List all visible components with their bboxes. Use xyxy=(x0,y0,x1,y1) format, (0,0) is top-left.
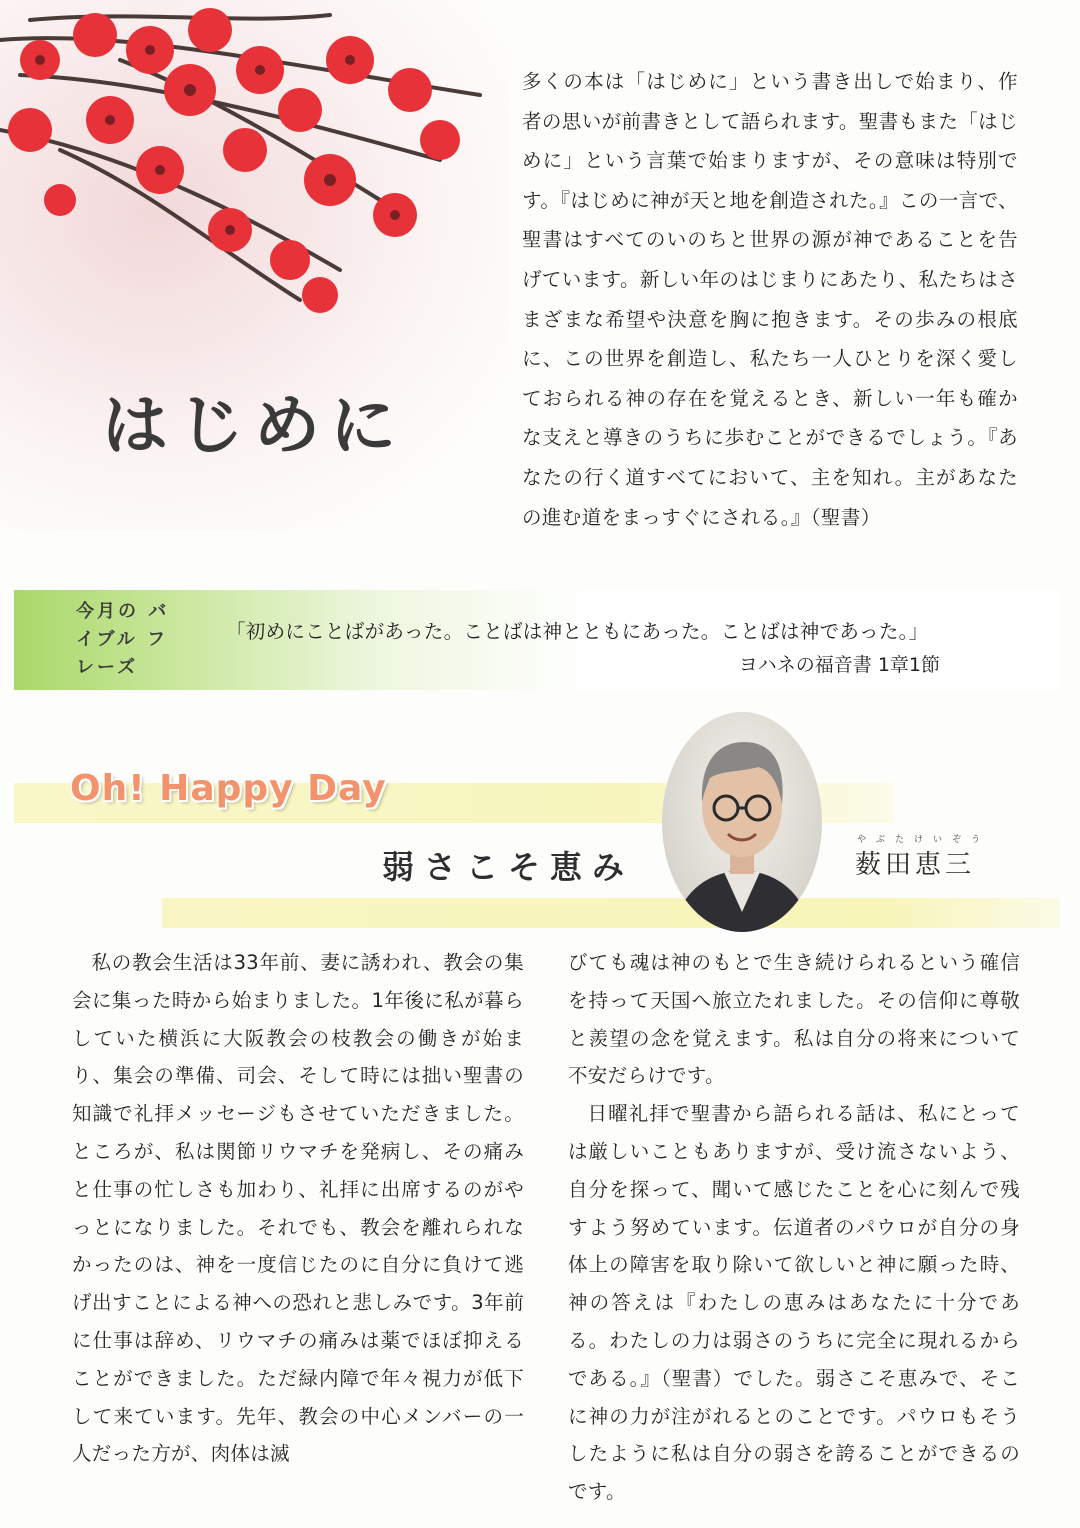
person-icon xyxy=(662,712,822,932)
bible-phrase-bar xyxy=(14,590,1060,690)
essay-column-right xyxy=(568,944,1020,1511)
bible-phrase-badge: 今月の バイブル フレーズ xyxy=(76,601,170,678)
plum-blossom-illustration xyxy=(0,0,510,530)
bible-phrase-source: ヨハネの福音書 1章1節 xyxy=(738,654,940,676)
highlight-stripe-bottom xyxy=(162,898,1060,928)
intro-title: はじめに xyxy=(102,387,406,464)
bible-phrase-text: 「初めにことばがあった。ことばは神とともにあった。ことばは神であった。」 xyxy=(226,620,929,643)
author-ruby: やぶたけいぞう xyxy=(857,835,991,845)
intro-body: 多くの本は「はじめに」という書き出しで始まり、作者の思いが前書きとして語られます。聖書もまた「はじめに」という言葉で始まりますが、その意味は特別です。『はじめに神が天と地を創造された。』この一言で、聖書はすべてのいのちと世界の源が神であることを告げています。新しい年のはじまりにあたり、私たちはさまざまな希望や決意を胸に抱きます。その歩みの根底に、この世界を創造し、私たち一人ひとりを深く愛しておられる神の存在を覚えるとき、新しい一年も確かな支えと導きのうちに歩むことができるでしょう。『あなたの行く道すべてにおいて、主を知れ。主があなたの進む道をまっすぐにされる。』（聖書） xyxy=(522,70,1018,529)
section-title: Oh! Happy Day xyxy=(70,768,387,809)
essay-paragraph: 私の教会生活は33年前、妻に誘われ、教会の集会に集った時から始まりました。1年後に私が暮らしていた横浜に大阪教会の枝教会の働きが始まり、集会の準備、司会、そして時には拙い聖書の知識で礼拝メッセージもさせていただきました。ところが、私は関節リウマチを発病し、その痛みと仕事の忙しさも加わり、礼拝に出席するのがやっとになりました。それでも、教会を離れられなかったのは、神を一度信じたのに自分に負けて逃げ出すことによる神への恐れと悲しみです。3年前に仕事は辞め、リウマチの痛みは薬でほぼ抑えることができました。ただ緑内障で年々視力が低下して来ています。先年、教会の中心メンバーの一人だった方が、肉体は滅 xyxy=(72,951,524,1466)
author-name: 薮田恵三 xyxy=(855,850,976,880)
author-portrait xyxy=(662,712,822,932)
essay-paragraph: びても魂は神のもとで生き続けられるという確信を持って天国へ旅立たれました。その信仰に尊敬と羨望の念を覚えます。私は自分の将来について不安だらけです。 xyxy=(568,951,1020,1088)
essay-paragraph: 日曜礼拝で聖書から語られる話は、私にとっては厳しいこともありますが、受け流さないよう、自分を探って、聞いて感じたことを心に刻んで残すよう努めています。伝道者のパウロが自分の身体上の障害を取り除いて欲しいと神に願った時、神の答えは『わたしの恵みはあなたに十分である。わたしの力は弱さのうちに完全に現れるからである。』（聖書）でした。弱さこそ恵みで、そこに神の力が注がれるとのことです。パウロもそうしたように私は自分の弱さを誇ることができるのです。 xyxy=(568,1102,1020,1504)
essay-title: 弱さこそ恵み xyxy=(382,848,635,886)
essay-column-left xyxy=(72,944,524,1473)
